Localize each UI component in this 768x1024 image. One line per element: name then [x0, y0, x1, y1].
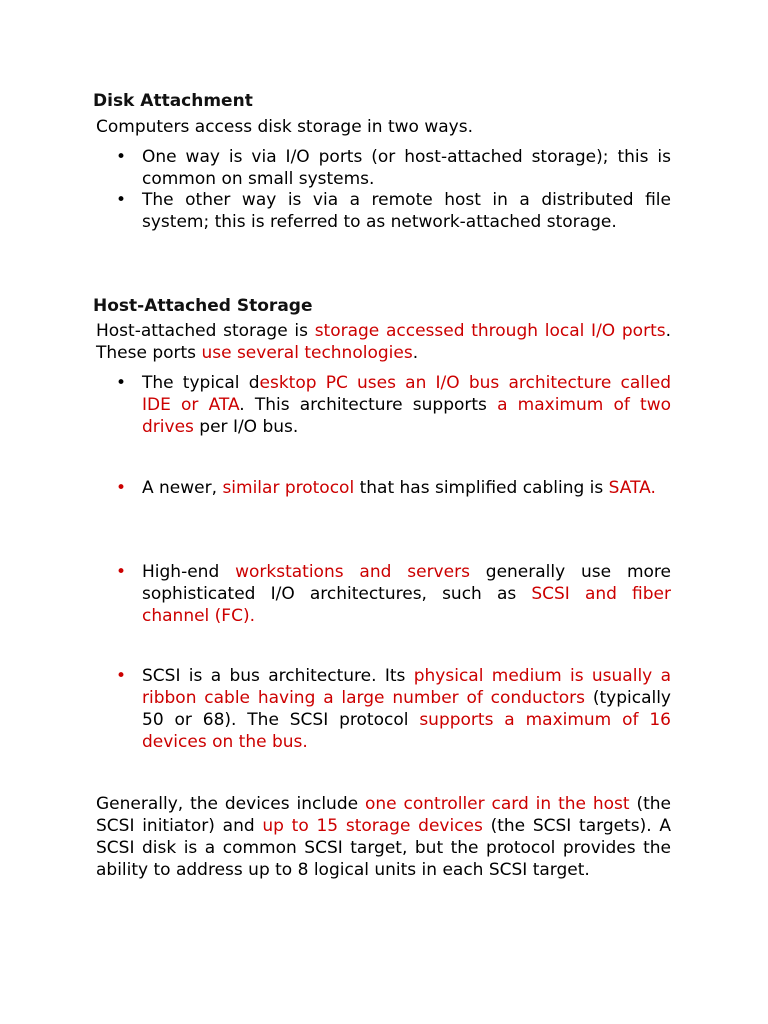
- bullet-icon: •: [116, 190, 127, 210]
- list-item-text: [142, 665, 671, 753]
- text-run: generally use more sophisticated I/O architectures, such as: [142, 562, 672, 604]
- highlighted-text: supports a maximum of 16 devices on the bus.: [142, 710, 671, 752]
- highlighted-text: esktop PC uses an I/O bus architecture called IDE or ATA: [142, 373, 671, 415]
- text-run: A newer,: [142, 478, 223, 498]
- highlighted-text: SCSI and fiber channel (FC).: [142, 584, 671, 626]
- bullet-icon: •: [116, 666, 127, 686]
- highlighted-text: a maximum of two drives: [142, 395, 672, 437]
- text-run: Host-attached storage is: [96, 321, 315, 341]
- list-item: [116, 146, 671, 190]
- text-run: .: [412, 343, 419, 363]
- bullet-icon: •: [116, 478, 127, 498]
- text-run: that has simplified cabling is: [354, 478, 609, 498]
- text-run: (typically 50 or 68). The SCSI protocol: [142, 688, 671, 730]
- bullet-icon: •: [116, 562, 127, 582]
- highlighted-text: up to 15 storage devices: [262, 816, 483, 836]
- text-run: Generally, the devices include: [96, 794, 365, 814]
- bullet-icon: •: [116, 373, 127, 393]
- intro-paragraph: Computers access disk storage in two ways.: [96, 117, 473, 137]
- closing-paragraph: [96, 793, 671, 881]
- list-item-text: [142, 561, 671, 627]
- list-item-text: The other way is via a remote host in a distributed file system; this is referred to as network-attached storage.: [142, 190, 671, 232]
- text-run: High-end: [142, 562, 236, 582]
- text-run: The typical d: [142, 373, 260, 393]
- list-item-text: [142, 477, 671, 499]
- list-item: [116, 477, 671, 499]
- text-run: . This architecture supports: [239, 395, 498, 415]
- list-item: [116, 561, 671, 627]
- bullet-icon: •: [116, 147, 127, 167]
- text-run: . These ports: [96, 321, 672, 363]
- highlighted-text: similar protocol: [222, 478, 355, 498]
- highlighted-text: workstations and servers: [235, 562, 470, 582]
- highlighted-text: one controller card in the host: [364, 794, 630, 814]
- list-item: [116, 189, 671, 233]
- highlighted-text: SATA.: [608, 478, 656, 498]
- list-item-text: [142, 372, 671, 438]
- text-run: SCSI is a bus architecture. Its: [142, 666, 414, 686]
- text-run: per I/O bus.: [193, 417, 299, 437]
- host-attached-intro-paragraph: [96, 320, 671, 364]
- text-run: (the SCSI initiator) and: [96, 794, 671, 836]
- highlighted-text: storage accessed through local I/O ports: [314, 321, 666, 341]
- highlighted-text: physical medium is usually a ribbon cable having a large number of conductors: [142, 666, 671, 708]
- highlighted-text: use several technologies: [201, 343, 413, 363]
- list-item-text: One way is via I/O ports (or host-attached storage); this is common on small systems.: [142, 147, 671, 189]
- text-run: (the SCSI targets). A SCSI disk is a common SCSI target, but the protocol provides the ability to address up to 8 logical units in each SCSI target.: [96, 816, 672, 880]
- list-item: [116, 665, 671, 753]
- section-heading-host-attached-storage: Host-Attached Storage: [93, 296, 313, 316]
- list-item: [116, 372, 671, 438]
- section-heading-disk-attachment: Disk Attachment: [93, 91, 253, 111]
